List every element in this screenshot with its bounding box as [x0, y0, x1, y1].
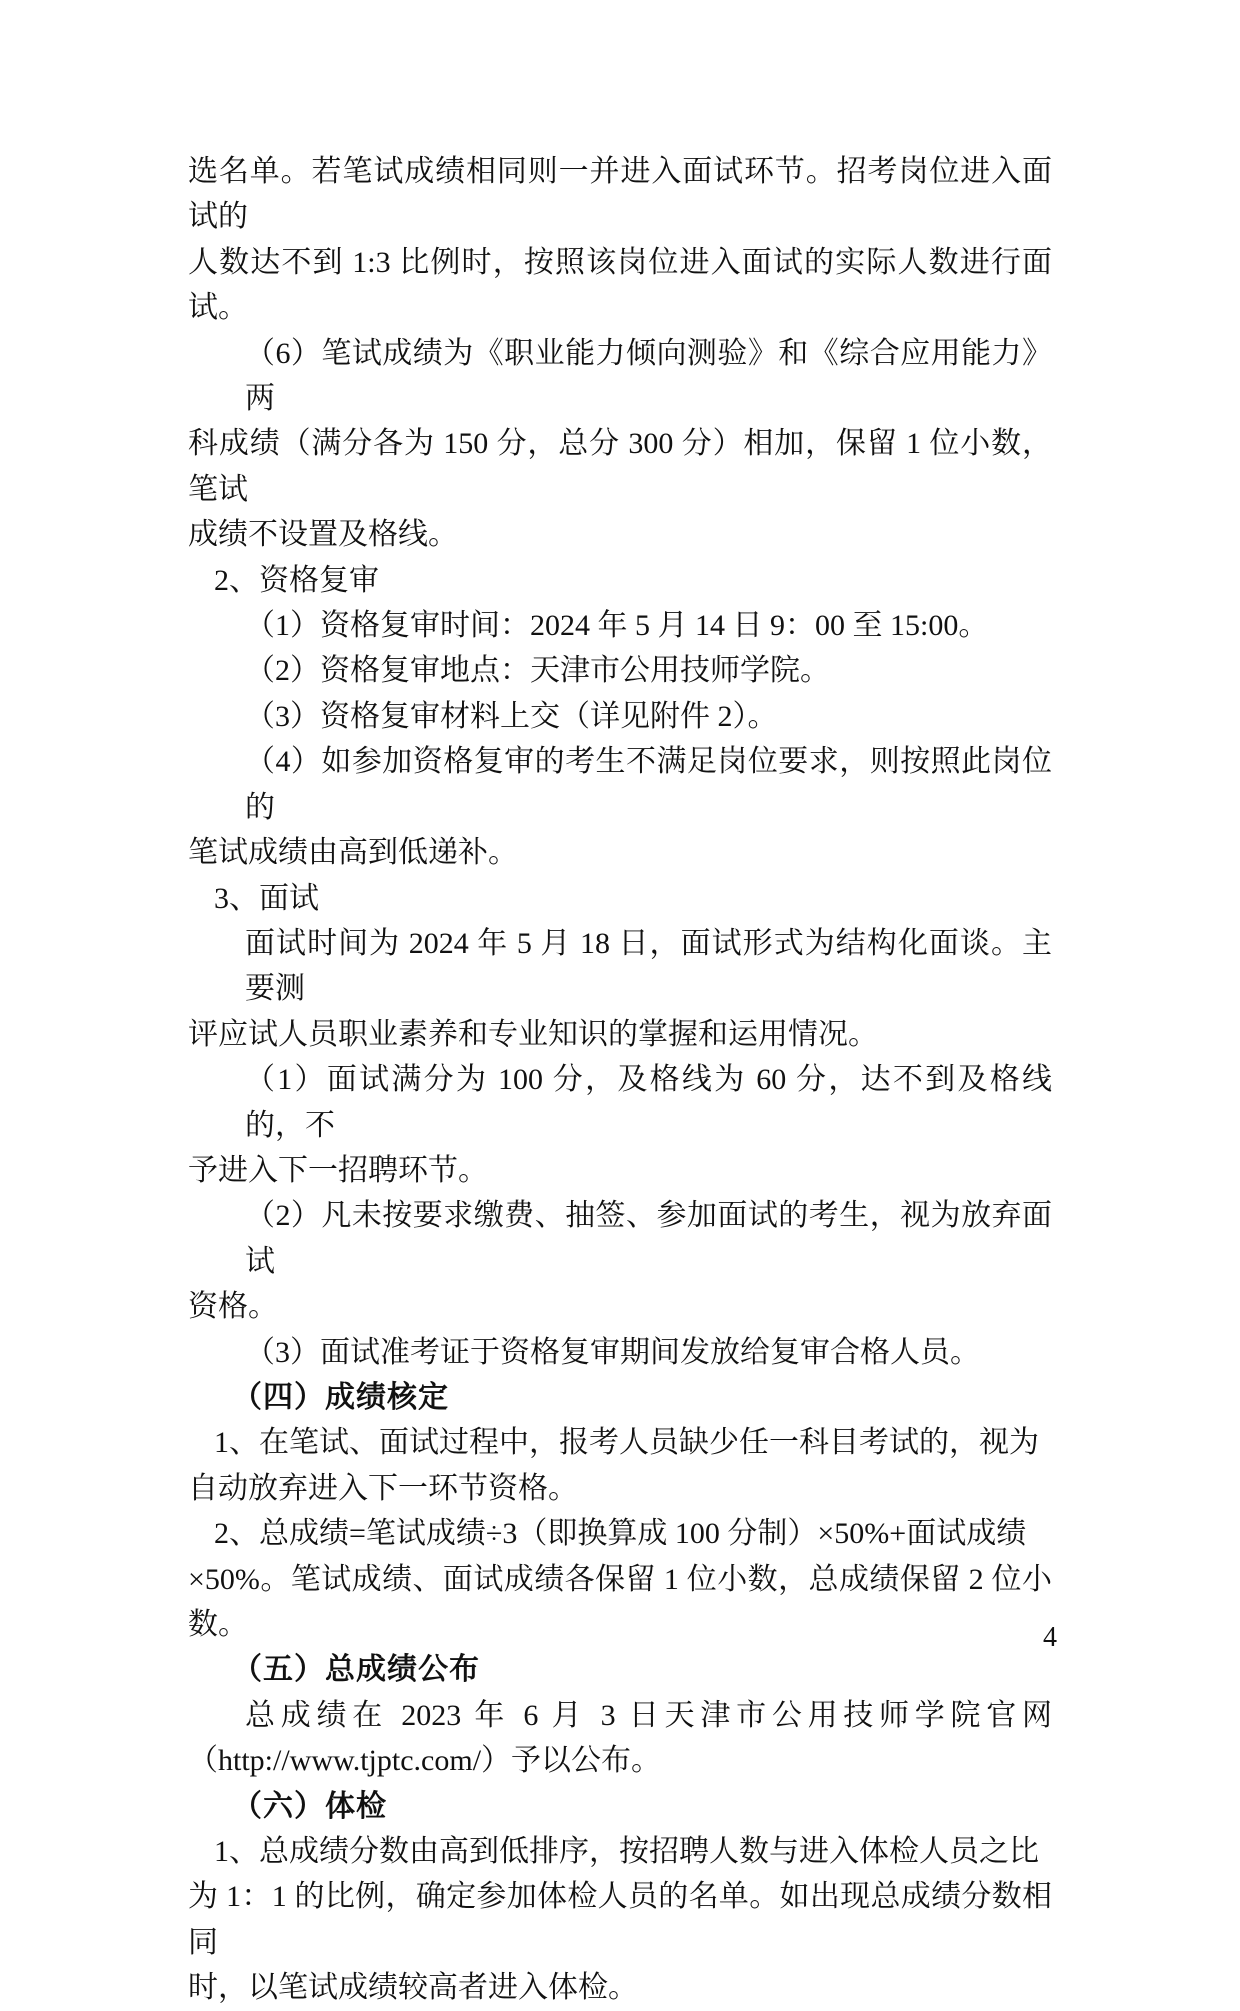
- doc-line: 人数达不到 1:3 比例时，按照该岗位进入面试的实际人数进行面试。: [188, 245, 1052, 325]
- doc-line: 总成绩在 2023 年 6 月 3 日天津市公用技师学院官网: [245, 1698, 1052, 1732]
- doc-line: （3）面试准考证于资格复审期间发放给复审合格人员。: [245, 1335, 980, 1369]
- doc-line: ×50%。笔试成绩、面试成绩各保留 1 位小数，总成绩保留 2 位小数。: [188, 1562, 1052, 1641]
- doc-line: （1）面试满分为 100 分，及格线为 60 分，达不到及格线的，不: [245, 1063, 1052, 1142]
- doc-line: 面试时间为 2024 年 5 月 18 日，面试形式为结构化面谈。主要测: [245, 926, 1052, 1006]
- doc-line: 2、总成绩=笔试成绩÷3（即换算成 100 分制）×50%+面试成绩: [214, 1517, 1027, 1551]
- doc-line: （1）资格复审时间：2024 年 5 月 14 日 9：00 至 15:00。: [245, 609, 989, 643]
- doc-line: 笔试成绩由高到低递补。: [188, 836, 518, 870]
- doc-line: （4）如参加资格复审的考生不满足岗位要求，则按照此岗位的: [245, 745, 1052, 824]
- doc-line: 科成绩（满分各为 150 分，总分 300 分）相加，保留 1 位小数，笔试: [188, 427, 1052, 506]
- section-heading: （六）体检: [232, 1789, 387, 1823]
- doc-line: 3、面试: [214, 881, 319, 915]
- doc-line: 成绩不设置及格线。: [188, 518, 458, 552]
- doc-line: 予进入下一招聘环节。: [188, 1153, 488, 1187]
- doc-line: （2）凡未按要求缴费、抽签、参加面试的考生，视为放弃面试: [245, 1199, 1052, 1278]
- doc-line: 自动放弃进入下一环节资格。: [188, 1471, 578, 1505]
- doc-line: 评应试人员职业素养和专业知识的掌握和运用情况。: [188, 1017, 878, 1051]
- doc-line: 选名单。若笔试成绩相同则一并进入面试环节。招考岗位进入面试的: [188, 155, 1052, 234]
- doc-line: （http://www.tjptc.com/）予以公布。: [188, 1744, 662, 1778]
- doc-line: （2）资格复审地点：天津市公用技师学院。: [245, 654, 830, 688]
- doc-line: 2、资格复审: [214, 563, 379, 597]
- document-body: [188, 149, 1052, 2011]
- doc-line: 1、总成绩分数由高到低排序，按招聘人数与进入体检人员之比: [214, 1835, 1039, 1869]
- doc-line: （6）笔试成绩为《职业能力倾向测验》和《综合应用能力》两: [245, 336, 1052, 416]
- doc-line: （3）资格复审材料上交（详见附件 2）。: [245, 699, 778, 733]
- section-heading: （五）总成绩公布: [232, 1653, 480, 1687]
- doc-line: 1、在笔试、面试过程中，报考人员缺少任一科目考试的，视为: [214, 1426, 1039, 1460]
- doc-line: 资格。: [188, 1290, 278, 1324]
- page-number: 4: [1043, 1622, 1057, 1653]
- doc-line: 为 1：1 的比例，确定参加体检人员的名单。如出现总成绩分数相同: [188, 1880, 1052, 1959]
- section-heading: （四）成绩核定: [232, 1380, 449, 1414]
- doc-line: 时，以笔试成绩较高者进入体检。: [188, 1971, 638, 2005]
